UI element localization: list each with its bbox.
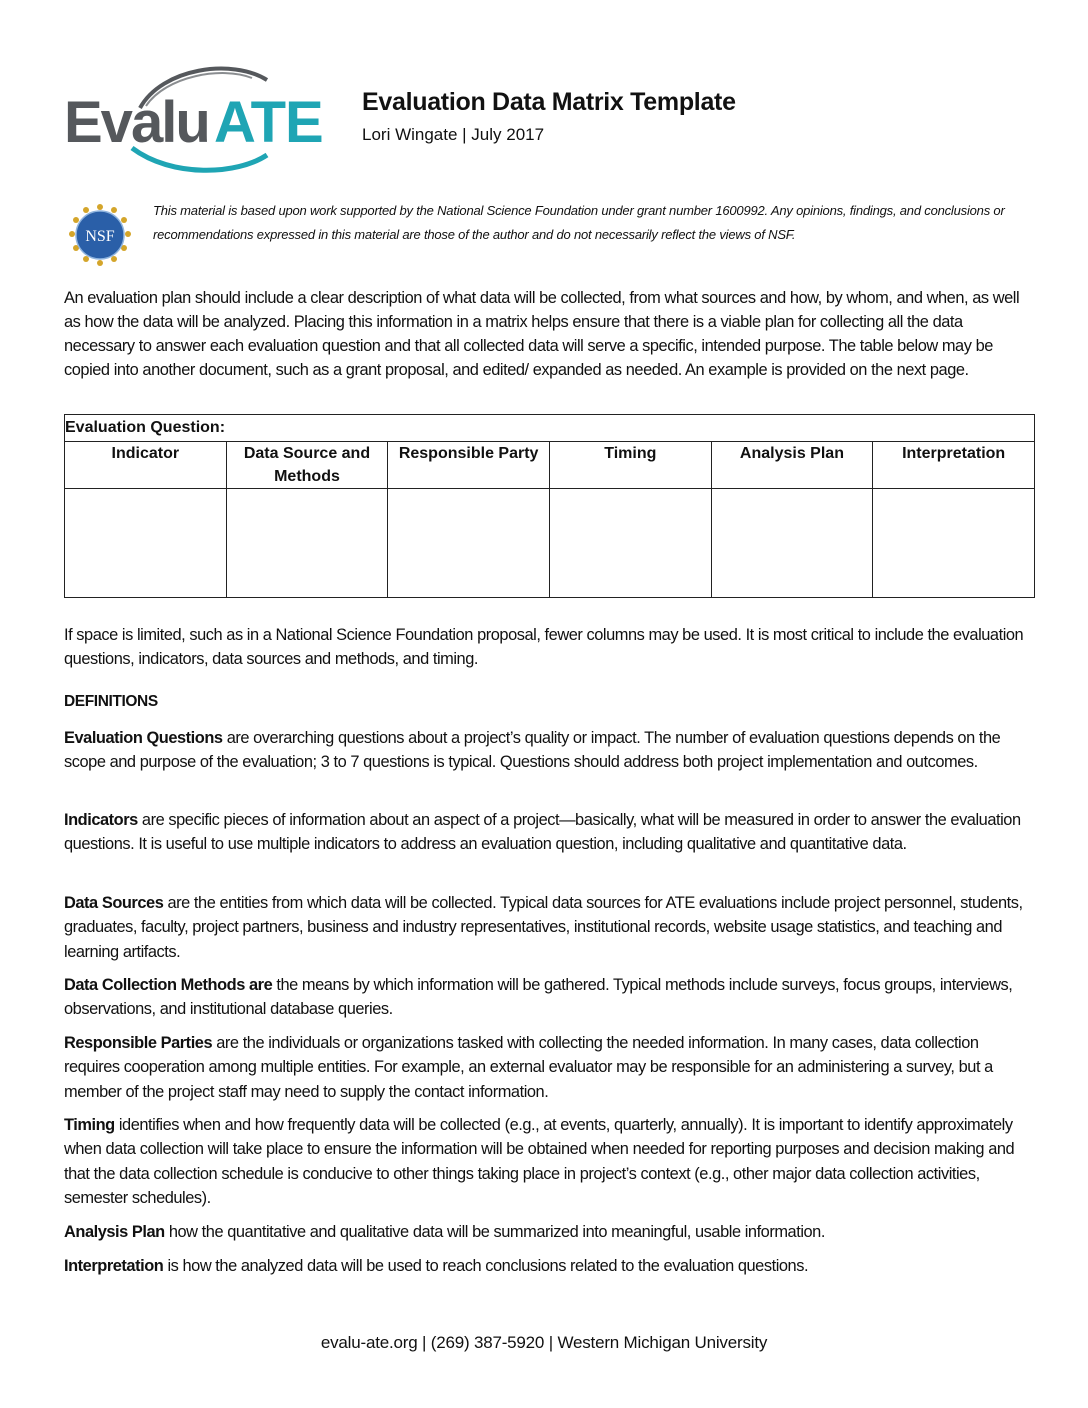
definition-text: are specific pieces of information about an aspect of a project—basically, what will be measured in order to answer the evaluation questions. It is useful to use multiple indicators to address an evaluation question, including qualitative and quantitative data.	[64, 811, 1021, 854]
column-header-timing: Timing	[549, 442, 711, 489]
column-header-interpretation: Interpretation	[873, 442, 1035, 489]
definition-analysis-plan	[64, 1220, 1032, 1244]
definition-interpretation	[64, 1254, 1032, 1278]
evaluation-question-cell[interactable]: Evaluation Question:	[65, 415, 1035, 442]
svg-text:ATE: ATE	[214, 90, 323, 155]
data-source-cell[interactable]	[226, 489, 388, 598]
indicator-cell[interactable]	[65, 489, 227, 598]
analysis-plan-cell[interactable]	[711, 489, 873, 598]
table-row	[65, 489, 1035, 598]
definition-text: is how the analyzed data will be used to reach conclusions related to the evaluation questions.	[163, 1257, 809, 1275]
nsf-logo-icon	[66, 201, 134, 271]
definition-term: Indicators	[64, 811, 138, 829]
intro-paragraph: An evaluation plan should include a clear description of what data will be collected, from what sources and how, by whom, and when, as well as how the data will be analyzed. Placing this information in a matrix helps ensure that there is a viable plan for collecting all the data necessary to answer each evaluation question and that all collected data will serve a specific, intended purpose. The table below may be copied into another document, such as a grant proposal, and edited/ expanded as needed. An example is provided on the next page.	[64, 289, 1020, 379]
evaluate-logo	[62, 60, 332, 175]
definitions-heading: DEFINITIONS	[64, 693, 158, 710]
timing-cell[interactable]	[549, 489, 711, 598]
author-date: Lori Wingate | July 2017	[362, 125, 545, 144]
evaluation-data-matrix	[64, 414, 1035, 598]
definition-term: Data Sources	[64, 894, 164, 912]
definition-responsible-parties	[64, 1031, 1032, 1104]
page-footer: evalu-ate.org | (269) 387-5920 | Western Michigan University	[320, 1333, 768, 1352]
space-limited-paragraph: If space is limited, such as in a National Science Foundation proposal, fewer columns may be used. It is most critical to include the evaluation questions, indicators, data sources and methods, and timing.	[64, 626, 1024, 668]
column-header-data-source: Data Source and Methods	[226, 442, 388, 489]
definition-term: Responsible Parties	[64, 1034, 213, 1052]
column-header-responsible-party: Responsible Party	[388, 442, 550, 489]
svg-text:NSF: NSF	[85, 228, 115, 245]
definition-text: are the individuals or organizations tasked with collecting the needed information. In many cases, data collection requires cooperation among multiple entities. For example, an external evaluator may be responsible for an administering a survey, but a member of the project staff may need to supply the contact information.	[64, 1034, 993, 1101]
definition-text: are overarching questions about a project’s quality or impact. The number of evaluation questions depends on the scope and purpose of the evaluation; 3 to 7 questions is typical. Questions should address both project implementation and outcomes.	[64, 729, 1001, 772]
definition-data-sources	[64, 891, 1032, 964]
nsf-disclaimer: This material is based upon work supported by the National Science Foundation under grant number 1600992. Any opinions, findings, and conclusions or recommendations expressed in this material are those of the author and do not necessarily reflect the views of NSF.	[153, 203, 1005, 242]
definition-timing	[64, 1113, 1032, 1210]
svg-text:Evalu: Evalu	[64, 90, 209, 155]
definition-indicators	[64, 808, 1032, 857]
definition-term: Interpretation	[64, 1257, 164, 1275]
column-header-analysis-plan: Analysis Plan	[711, 442, 873, 489]
definition-term: Timing	[64, 1116, 115, 1134]
definition-term: Data Collection Methods are	[64, 976, 273, 994]
definition-evaluation-questions	[64, 726, 1032, 775]
definition-text: are the entities from which data will be collected. Typical data sources for ATE evaluations include project personnel, students, graduates, faculty, project partners, business and industry representatives, institutional records, website usage statistics, and teaching and learning artifacts.	[64, 894, 1023, 961]
responsible-party-cell[interactable]	[388, 489, 550, 598]
definition-data-collection-methods	[64, 973, 1032, 1022]
column-header-indicator: Indicator	[65, 442, 227, 489]
definition-text: the means by which information will be gathered. Typical methods include surveys, focus groups, interviews, observations, and institutional database queries.	[64, 976, 1013, 1019]
definition-term: Analysis Plan	[64, 1223, 165, 1241]
interpretation-cell[interactable]	[873, 489, 1035, 598]
definition-term: Evaluation Questions	[64, 729, 223, 747]
title-block	[362, 88, 736, 145]
matrix-header-row	[65, 442, 1035, 489]
page-title: Evaluation Data Matrix Template	[362, 88, 736, 116]
definition-text: identifies when and how frequently data will be collected (e.g., at events, quarterly, annually). It is important to identify approximately when data collection will take place to ensure the information will be obtained when needed for reporting purposes and decision making and that the data collection schedule is conducive to other things taking place in project’s context (e.g., other major data collection activities, semester schedules).	[64, 1116, 1015, 1207]
definition-text: how the quantitative and qualitative data will be summarized into meaningful, usable information.	[164, 1223, 825, 1241]
evaluate-logo-icon	[62, 60, 332, 175]
